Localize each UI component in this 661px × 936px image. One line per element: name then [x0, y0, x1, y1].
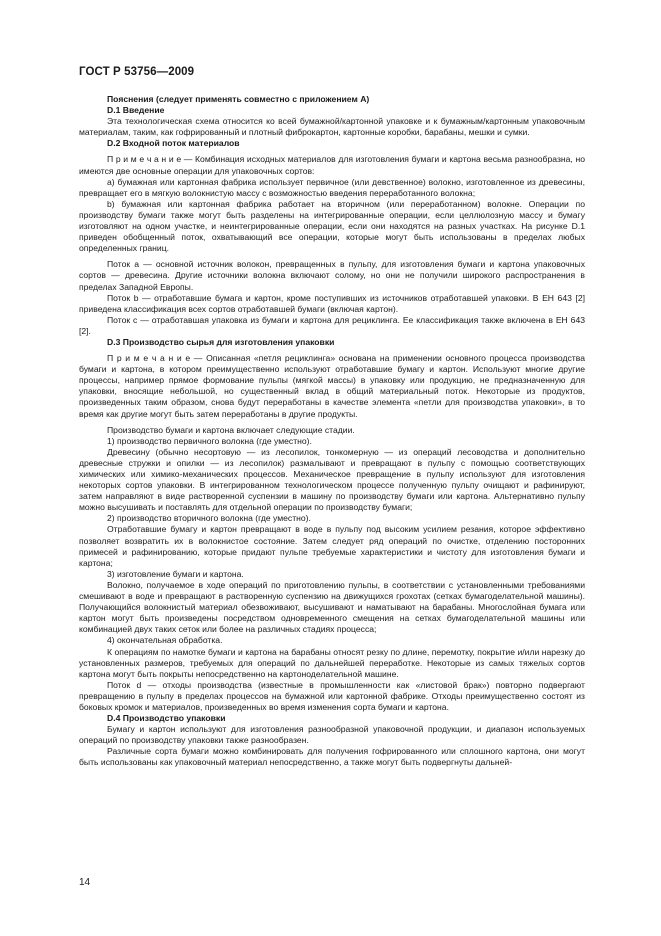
- paragraph: Производство бумаги и картона включает следующие стадии.: [107, 424, 355, 435]
- list-item: b) бумажная или картонная фабрика работает на вторичном (или переработанном) волокне. Операции по производству бумаги также могут быть разделены на интегрированные операции, если целлюлозную массу и бумагу изготовляют на одном участке, и неинтегрированные операции, если они находятся на разных участках. На рисунке D.1 приведен обобщенный поток, охватывающий все операции, которые могут быть использованы в пределах любых определенных границ.: [79, 198, 585, 254]
- section-heading-d3: D.3 Производство сырья для изготовления упаковки: [107, 336, 335, 347]
- paragraph: Отработавшие бумагу и картон превращают в воде в пульпу под высоким усилием резания, которое эффективно позволяет возвратить их в волокнистое состояние. Затем следует ряд операций по очистке, отделению посторонних примесей и рафинированию, которые придают пульпе требуемые характеристики и чистоту для изготовления бумаги и картона;: [79, 524, 585, 568]
- page-number: 14: [79, 877, 91, 888]
- document-body: [79, 94, 585, 769]
- note-paragraph: П р и м е ч а н и е — Комбинация исходных материалов для изготовления бумаги и картона весьма разнообразна, но имеются две основные операции для упаковочных сортов:: [79, 154, 585, 176]
- note-paragraph: П р и м е ч а н и е — Описанная «петля рециклинга» основана на применении основного процесса производства бумаги и картона, в котором преимущественно используют отработавшие бумагу и картон. Используют многие другие процессы, например прямое формование пульпы (мягкой массы) в упаковку или продукцию, не предназначенную для упаковки, вносящие небольшой, но существенный вклад в общий материальный поток. Некоторые из продуктов, произведенных таким образом, снова будут переработаны в качестве элемента «петли для производства упаковки», в то время как другие могут быть затем переработаны в другие продукты.: [79, 353, 585, 419]
- paragraph: Различные сорта бумаги можно комбинировать для получения гофрированного или сплошного картона, они могут быть использованы как упаковочный материал непосредственно, а также могут быть подвергнуты дальней-: [79, 746, 585, 768]
- list-item: 3) изготовление бумаги и картона.: [107, 568, 244, 579]
- list-item: 4) окончательная обработка.: [107, 635, 223, 646]
- paragraph: Поток с — отработавшая упаковка из бумаги и картона для рециклинга. Ее классификация также включена в ЕН 643 [2].: [79, 314, 585, 336]
- list-item: 2) производство вторичного волокна (где уместно).: [107, 513, 311, 524]
- list-item: а) бумажная или картонная фабрика использует первичное (или девственное) волокно, изготовленное из древесины, превращает его в мягкую волокнистую массу с возможностью введения переработанного волокна;: [79, 176, 585, 198]
- page-header: ГОСТ Р 53756—2009: [79, 66, 195, 78]
- explanations-heading: Пояснения (следует применять совместно с приложением А): [107, 94, 370, 104]
- section-heading-d2: D.2 Входной поток материалов: [107, 138, 240, 149]
- paragraph: Древесину (обычно несортовую — из лесопилок, тонкомерную — из операций лесоводства и дополнительно древесные стружки и опилки — из лесопилок) размалывают и превращают в пульпу с помощью соответствующих химических или химико-механических процессов. Механическое превращение в пульпу используют для изготовления некоторых сортов упаковки. В интегрированном технологическом процессе полученную пульпу очищают и рафинируют, затем направляют в виде растворенной суспензии в машину по производству бумаги или картона. Альтернативно пульпу можно высушивать и поставлять для отдельной операции по производству бумаги;: [79, 446, 585, 513]
- paragraph: Поток d — отходы производства (известные в промышленности как «листовой брак») повторно подвергают превращению в пульпу в пределах процессов на бумажной или картонной фабрике. Отходы преимущественно состоят из боковых кромок и материалов, произведенных во время изменения сорта бумаги и картона.: [79, 679, 585, 712]
- paragraph: Эта технологическая схема относится ко всей бумажной/картонной упаковке и к бумажным/картонным упаковочным материалам, таким, как гофрированный и плотный фиброкартон, картонные коробки, барабаны, мешки и сумки.: [79, 116, 585, 138]
- paragraph: Бумагу и картон используют для изготовления разнообразной упаковочной продукции, и диапазон используемых операций по производству упаковки также разнообразен.: [79, 724, 585, 746]
- paragraph: Поток а — основной источник волокон, превращенных в пульпу, для изготовления бумаги и картона упаковочных сортов — древесина. Другие источники волокна включают солому, но они не получили широкого распространения в пределах Западной Европы.: [79, 259, 585, 292]
- paragraph: Поток b — отработавшие бумага и картон, кроме поступивших из источников отработавшей упаковки. В ЕН 643 [2] приведена классификация всех сортов отработавшей бумаги (включая картон).: [79, 292, 585, 314]
- paragraph: К операциям по намотке бумаги и картона на барабаны относят резку по длине, перемотку, покрытие и/или нарезку до установленных размеров, требуемых для операций по дальнейшей переработке. Некоторые из самых тяжелых сортов картона могут быть покрыты непосредственно на картоноделательной машине.: [79, 646, 585, 679]
- list-item: 1) производство первичного волокна (где уместно).: [107, 435, 312, 446]
- section-heading-d1: D.1 Введение: [107, 105, 165, 116]
- section-heading-d4: D.4 Производство упаковки: [107, 713, 226, 724]
- paragraph: Волокно, получаемое в ходе операций по приготовлению пульпы, в соответствии с установленными требованиями смешивают в воде и превращают в растворенную суспензию на движущихся грохотах (сетках бумагоделательной машины). Получающийся волокнистый материал обезвоживают, высушивают и наматывают на барабаны. Многослойная бумага или картон могут быть произведены посредством одновременного смещения на сетках бумагоделательной машины или комбинацией двух таких сеток или более на различных стадиях процесса;: [79, 579, 585, 635]
